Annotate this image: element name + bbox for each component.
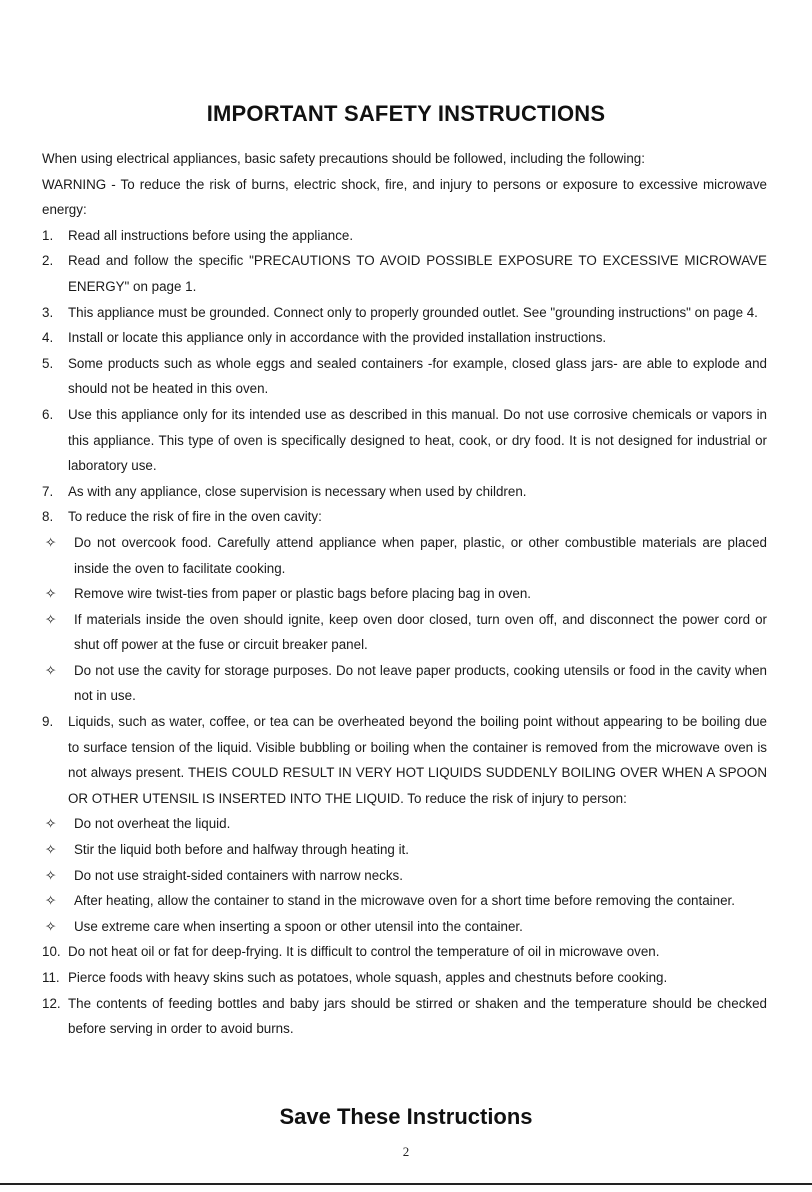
bullet-text: Use extreme care when inserting a spoon or other utensil into the container. xyxy=(74,918,523,934)
diamond-bullet-icon: ✧ xyxy=(45,842,57,858)
item-number: 5. xyxy=(42,355,54,371)
intro-text: When using electrical appliances, basic safety precautions should be followed, including the following: xyxy=(42,151,645,166)
bullet-item xyxy=(42,811,767,837)
bullet-text: Do not use the cavity for storage purposes. Do not leave paper products, cooking utensils or food in the cavity when not in use. xyxy=(74,662,767,704)
diamond-bullet-icon: ✧ xyxy=(45,662,57,678)
item-number: 12. xyxy=(42,995,61,1011)
list-item xyxy=(42,504,767,530)
list-item xyxy=(42,223,767,249)
diamond-bullet-icon: ✧ xyxy=(45,867,57,883)
item-number: 10. xyxy=(42,944,61,960)
bullet-text: Remove wire twist-ties from paper or plastic bags before placing bag in oven. xyxy=(74,586,531,602)
item-text: Some products such as whole eggs and sealed containers -for example, closed glass jars- are able to explode and should not be heated in this oven. xyxy=(68,355,767,397)
bullet-text: If materials inside the oven should ignite, keep oven door closed, turn oven off, and disconnect the power cord or shut off power at the fuse or circuit breaker panel. xyxy=(74,611,767,653)
item-number: 1. xyxy=(42,227,54,243)
bullet-item xyxy=(42,658,767,709)
page-title: IMPORTANT SAFETY INSTRUCTIONS xyxy=(206,101,606,126)
list-item xyxy=(42,991,767,1042)
bullet-item xyxy=(42,581,767,607)
item-number: 2. xyxy=(42,253,54,269)
item-text: Read all instructions before using the appliance. xyxy=(68,227,354,243)
diamond-bullet-icon: ✧ xyxy=(45,611,57,627)
bullet-text: Do not use straight-sided containers with narrow necks. xyxy=(74,867,403,883)
bullet-item xyxy=(42,888,767,914)
item-number: 7. xyxy=(42,483,54,499)
diamond-bullet-icon: ✧ xyxy=(45,918,57,934)
list-item xyxy=(42,325,767,351)
bullet-text: Do not overcook food. Carefully attend appliance when paper, plastic, or other combustible materials are placed inside the oven to facilitate cooking. xyxy=(74,534,767,576)
diamond-bullet-icon: ✧ xyxy=(45,893,57,909)
item-number: 3. xyxy=(42,304,54,320)
item-number: 4. xyxy=(42,330,54,346)
item-number: 11. xyxy=(42,970,60,985)
bullet-item xyxy=(42,914,767,940)
item-text: This appliance must be grounded. Connect only to properly grounded outlet. See "grounding instructions" on page 4. xyxy=(68,304,758,320)
list-item xyxy=(42,709,767,811)
instructions-body xyxy=(42,146,767,1042)
bullet-text: After heating, allow the container to stand in the microwave oven for a short time before removing the container. xyxy=(74,893,735,909)
item-text: Read and follow the specific "PRECAUTIONS TO AVOID POSSIBLE EXPOSURE TO EXCESSIVE MICROWAVE ENERGY" on page 1. xyxy=(68,253,767,294)
item-text: Install or locate this appliance only in accordance with the provided installation instructions. xyxy=(68,330,607,346)
bullet-item xyxy=(42,837,767,863)
list-item xyxy=(42,351,767,402)
list-item xyxy=(42,939,767,965)
item-number: 9. xyxy=(42,714,54,730)
list-item xyxy=(42,300,767,326)
diamond-bullet-icon: ✧ xyxy=(45,816,57,832)
item-text: Pierce foods with heavy skins such as potatoes, whole squash, apples and chestnuts before cooking. xyxy=(68,970,668,985)
item-text: The contents of feeding bottles and baby jars should be stirred or shaken and the temperature should be checked before serving in order to avoid burns. xyxy=(68,995,767,1037)
item-text: As with any appliance, close supervision is necessary when used by children. xyxy=(68,483,527,499)
page-number: 2 xyxy=(402,1144,410,1159)
item-text: To reduce the risk of fire in the oven cavity: xyxy=(68,509,322,525)
list-item xyxy=(42,965,767,991)
list-item xyxy=(42,402,767,479)
list-item xyxy=(42,248,767,299)
item-text: Use this appliance only for its intended use as described in this manual. Do not use corrosive chemicals or vapors in this appliance. This type of oven is specifically designed to heat, cook, or dry food. It is not designed for industrial or laboratory use. xyxy=(68,406,767,474)
item-number: 6. xyxy=(42,406,54,422)
save-instructions-heading: Save These Instructions xyxy=(279,1104,533,1129)
warning-text: WARNING - To reduce the risk of burns, electric shock, fire, and injury to persons or exposure to excessive microwave energy: xyxy=(42,176,767,218)
list-item xyxy=(42,479,767,505)
bullet-item xyxy=(42,530,767,581)
bullet-item xyxy=(42,607,767,658)
bullet-text: Do not overheat the liquid. xyxy=(74,816,231,832)
item-number: 8. xyxy=(42,509,54,525)
bullet-text: Stir the liquid both before and halfway through heating it. xyxy=(74,842,409,858)
diamond-bullet-icon: ✧ xyxy=(45,534,57,550)
bottom-divider xyxy=(0,1183,812,1185)
item-text: Liquids, such as water, coffee, or tea can be overheated beyond the boiling point without appearing to be boiling due to surface tension of the liquid. Visible bubbling or boiling when the container is removed from the microwave oven is not always present. THEIS COULD RESULT IN VERY HOT LIQUIDS SUDDENLY BOILING OVER WHEN A SPOON OR OTHER UTENSIL IS INSERTED INTO THE LIQUID. To reduce the risk of injury to person: xyxy=(68,714,767,806)
diamond-bullet-icon: ✧ xyxy=(45,586,57,602)
bullet-item xyxy=(42,863,767,889)
item-text: Do not heat oil or fat for deep-frying. It is difficult to control the temperature of oil in microwave oven. xyxy=(68,944,660,960)
